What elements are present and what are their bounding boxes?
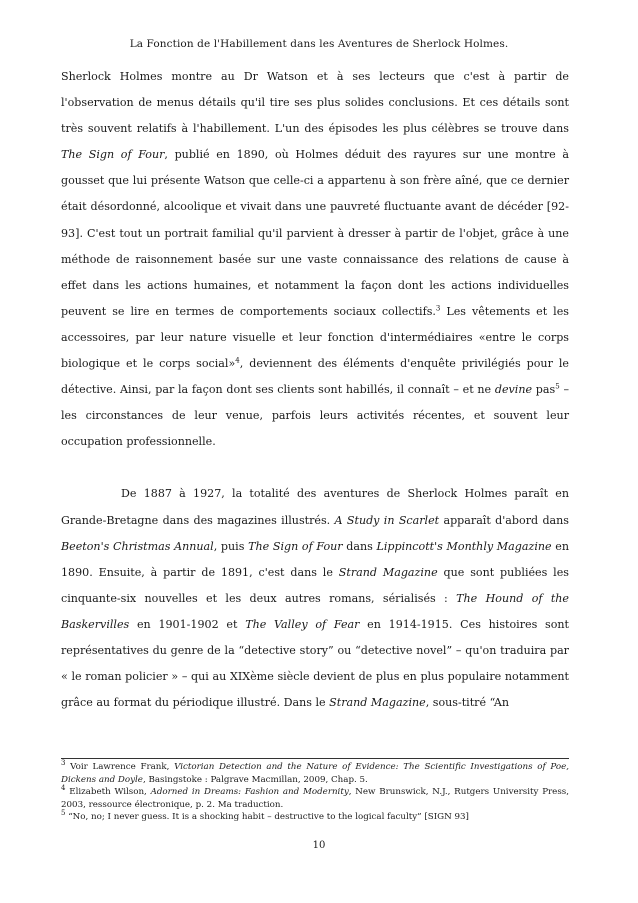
title-study-in-scarlet: A Study in Scarlet: [334, 513, 440, 527]
text-run: en 1901-1902 et: [129, 617, 246, 631]
footnotes: [61, 758, 569, 824]
text-run: Elizabeth Wilson,: [65, 787, 151, 797]
text-run: , New Brunswick, N.J., Rutgers University Press, 2003, ressource électronique, p. 2. Ma traduction.: [61, 787, 570, 810]
text-run: en 1890. Ensuite, à partir de 1891, c'est dans le: [61, 539, 569, 579]
title-valley-of-fear: The Valley of Fear: [245, 617, 360, 631]
running-header: La Fonction de l'Habillement dans les Aventures de Sherlock Holmes.: [129, 38, 509, 50]
footnote-number: 3: [61, 759, 66, 768]
title-strand-magazine: Strand Magazine: [338, 565, 438, 579]
text-run: , deviennent des éléments d'enquête privilégiés pour le détective. Ainsi, par la façon dont ses clients sont habillés, il connaît – et ne: [61, 357, 569, 397]
text-run: , publié en 1890, où Holmes déduit des rayures sur une montre à gousset que lui présente Watson que celle-ci a appartenu à son frère aîné, que ce dernier était désordonné, alcoolique et vivait dans une pauvreté fluctuante avant de décéder [92-93]. C'est tout un portrait familial qu'il parvient à dresser à partir de l'objet, grâce à une méthode de raisonnement basée sur une vaste connaissance des relations de cause à effet dans les actions humaines, et notamment la façon dont les actions individuelles peuvent se lire en termes de comportements sociaux collectifs.: [61, 148, 569, 318]
text-run: pas: [532, 383, 556, 397]
footnote-4: [61, 786, 569, 811]
title-strand-magazine: Strand Magazine: [329, 696, 426, 710]
text-run: Voir Lawrence Frank,: [65, 762, 175, 772]
text-run: en 1914-1915. Ces histoires sont représentatives du genre de la “detective story” ou “detective novel” – qu'on traduira par « le roman policier » – qui au XIXème siècle devient de plus en plus populaire notamment grâce au format du périodique illustré. Dans le: [61, 617, 569, 710]
text-run: , Basingstoke : Palgrave Macmillan, 2009, Chap. 5.: [142, 774, 368, 785]
footnote-3: [61, 761, 569, 786]
title-hound-of-baskervilles: The Hound of the Baskervilles: [61, 591, 569, 631]
text-run: – les circonstances de leur venue, parfois leurs activités récentes, et souvent leur occupation professionnelle.: [61, 383, 569, 449]
footnote-title: Victorian Detection and the Nature of Evidence: The Scientific Investigations of Poe, Dickens and Doyle: [61, 762, 569, 785]
title-sign-of-four: The Sign of Four: [61, 148, 165, 162]
text-run: , sous-titré “An: [425, 696, 509, 710]
text-run: Les vêtements et les accessoires, par leur nature visuelle et leur fonction d'intermédiaires «entre le corps biologique et le corps social»: [61, 304, 569, 371]
title-lippincotts: Lippincott's Monthly Magazine: [376, 539, 552, 553]
emphasis-devine: devine: [494, 383, 533, 397]
title-beetons-annual: Beeton's Christmas Annual: [61, 539, 214, 553]
text-run: Sherlock Holmes montre au Dr Watson et à ses lecteurs que c'est à partir de l'observation de menus détails qu'il tire ses plus solides conclusions. Et ces détails sont très souvent relatifs à l'habillement. L'un des épisodes les plus célèbres se trouve dans: [61, 70, 569, 136]
title-sign-of-four: The Sign of Four: [248, 539, 343, 553]
footnote-title: Adorned in Dreams: Fashion and Modernity: [150, 787, 349, 797]
text-run: que sont publiées les cinquante-six nouvelles et les deux autres romans, sérialisés :: [61, 565, 569, 605]
footnote-ref-3[interactable]: 3: [435, 304, 441, 313]
footnote-ref-4[interactable]: 4: [235, 356, 240, 365]
text-run: dans: [342, 539, 377, 553]
text-run: De 1887 à 1927, la totalité des aventures de Sherlock Holmes paraît en Grande-Bretagne dans des magazines illustrés.: [61, 487, 569, 527]
text-run: “No, no; I never guess. It is a shocking habit – destructive to the logical faculty” [SIGN 93]: [65, 812, 469, 822]
text-run: apparaît d'abord dans: [439, 513, 569, 527]
paragraph-2: [61, 481, 569, 716]
text-run: , puis: [213, 539, 249, 553]
body-text: [61, 64, 569, 716]
page-number: 10: [312, 840, 326, 851]
footnote-ref-5[interactable]: 5: [555, 382, 560, 391]
footnote-number: 5: [61, 809, 66, 818]
footnote-5: [61, 811, 569, 824]
paragraph-1: [61, 64, 569, 455]
footnote-number: 4: [61, 784, 66, 793]
